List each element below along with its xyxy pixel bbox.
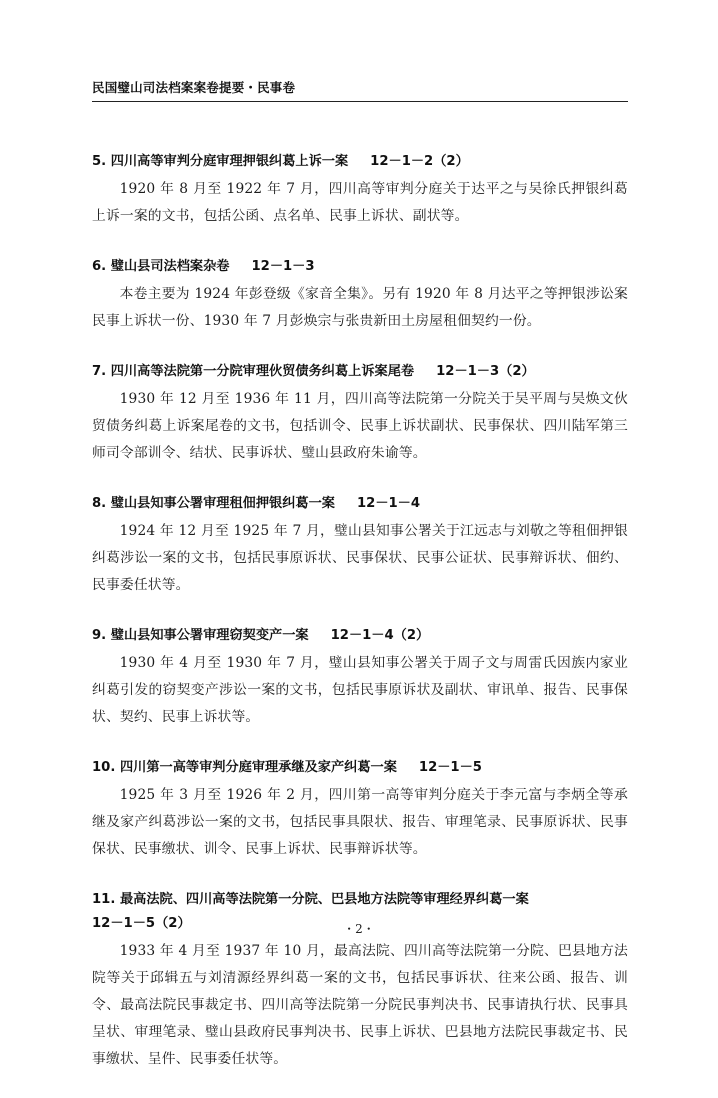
entry-title-text: 10. 四川第一高等审判分庭审理承继及家产纠葛一案 bbox=[92, 760, 397, 775]
entry-title bbox=[92, 255, 628, 279]
entry-body: 1930 年 12 月至 1936 年 11 月，四川高等法院第一分院关于吴平周与吴焕文伙贸债务纠葛上诉案尾卷的文书，包括训令、民事上诉状副状、民事保状、四川陆军第三师司令部训令、结状、民事诉状、璧山县政府朱谕等。 bbox=[92, 391, 628, 461]
entry-code: 12－1－2（2） bbox=[370, 154, 469, 169]
entry-code: 12－1－3（2） bbox=[436, 364, 535, 379]
running-header: 民国璧山司法档案案卷提要・民事卷 bbox=[92, 80, 296, 95]
entry-title-text: 7. 四川高等法院第一分院审理伙贸债务纠葛上诉案尾卷 bbox=[92, 364, 415, 379]
entry-body: 1925 年 3 月至 1926 年 2 月，四川第一高等审判分庭关于李元富与李炳全等承继及家产纠葛涉讼一案的文书，包括民事具限状、报告、审理笔录、民事原诉状、民事保状、民事缴状、训令、民事上诉状、民事辩诉状等。 bbox=[92, 787, 628, 857]
entry-9 bbox=[92, 624, 628, 731]
header-rule bbox=[92, 101, 628, 102]
entry-11 bbox=[92, 888, 628, 1073]
entry-7 bbox=[92, 360, 628, 467]
entry-list bbox=[92, 150, 628, 1098]
entry-8 bbox=[92, 492, 628, 599]
entry-title bbox=[92, 492, 628, 516]
page-number: ・2・ bbox=[343, 922, 375, 936]
entry-title-text: 6. 璧山县司法档案杂卷 bbox=[92, 259, 230, 274]
entry-title bbox=[92, 624, 628, 648]
entry-6 bbox=[92, 255, 628, 335]
entry-title bbox=[92, 756, 628, 780]
entry-title-text: 11. 最高法院、四川高等法院第一分院、巴县地方法院等审理经界纠葛一案 bbox=[92, 892, 529, 907]
entry-code: 12－1－5 bbox=[418, 760, 482, 775]
entry-title bbox=[92, 360, 628, 384]
entry-code: 12－1－4 bbox=[356, 496, 421, 511]
entry-title-text: 9. 璧山县知事公署审理窃契变产一案 bbox=[92, 628, 309, 643]
entry-10 bbox=[92, 756, 628, 863]
entry-title bbox=[92, 150, 628, 174]
entry-code: 12－1－3 bbox=[251, 259, 315, 274]
entry-title-text: 5. 四川高等审判分庭审理押银纠葛上诉一案 bbox=[92, 154, 349, 169]
entry-5 bbox=[92, 150, 628, 230]
entry-code: 12－1－4（2） bbox=[330, 628, 430, 643]
entry-body: 1920 年 8 月至 1922 年 7 月，四川高等审判分庭关于达平之与吴徐氏押银纠葛上诉一案的文书，包括公函、点名单、民事上诉状、副状等。 bbox=[92, 181, 628, 224]
entry-code: 12－1－5（2） bbox=[92, 916, 191, 931]
entry-body: 1933 年 4 月至 1937 年 10 月，最高法院、四川高等法院第一分院、巴县地方法院等关于邱辑五与刘清源经界纠葛一案的文书，包括民事诉状、往来公函、报告、训令、最高法院民事裁定书、四川高等法院第一分院民事判决书、民事请执行状、民事具呈状、审理笔录、璧山县政府民事判决书、民事上诉状、巴县地方法院民事裁定书、民事缴状、呈件、民事委任状等。 bbox=[92, 943, 628, 1067]
entry-title-text: 8. 璧山县知事公署审理租佃押银纠葛一案 bbox=[92, 496, 335, 511]
entry-body: 1924 年 12 月至 1925 年 7 月，璧山县知事公署关于江远志与刘敬之等租佃押银纠葛涉讼一案的文书，包括民事原诉状、民事保状、民事公证状、民事辩诉状、佃约、民事委任状等。 bbox=[92, 523, 628, 593]
entry-body: 本卷主要为 1924 年彭登级《家音全集》。另有 1920 年 8 月达平之等押银涉讼案民事上诉状一份、1930 年 7 月彭焕宗与张贵新田土房屋租佃契约一份。 bbox=[92, 286, 628, 329]
entry-body: 1930 年 4 月至 1930 年 7 月，璧山县知事公署关于周子文与周雷氏因族内家业纠葛引发的窃契变产涉讼一案的文书，包括民事原诉状及副状、审讯单、报告、民事保状、契约、民事上诉状等。 bbox=[92, 655, 628, 725]
